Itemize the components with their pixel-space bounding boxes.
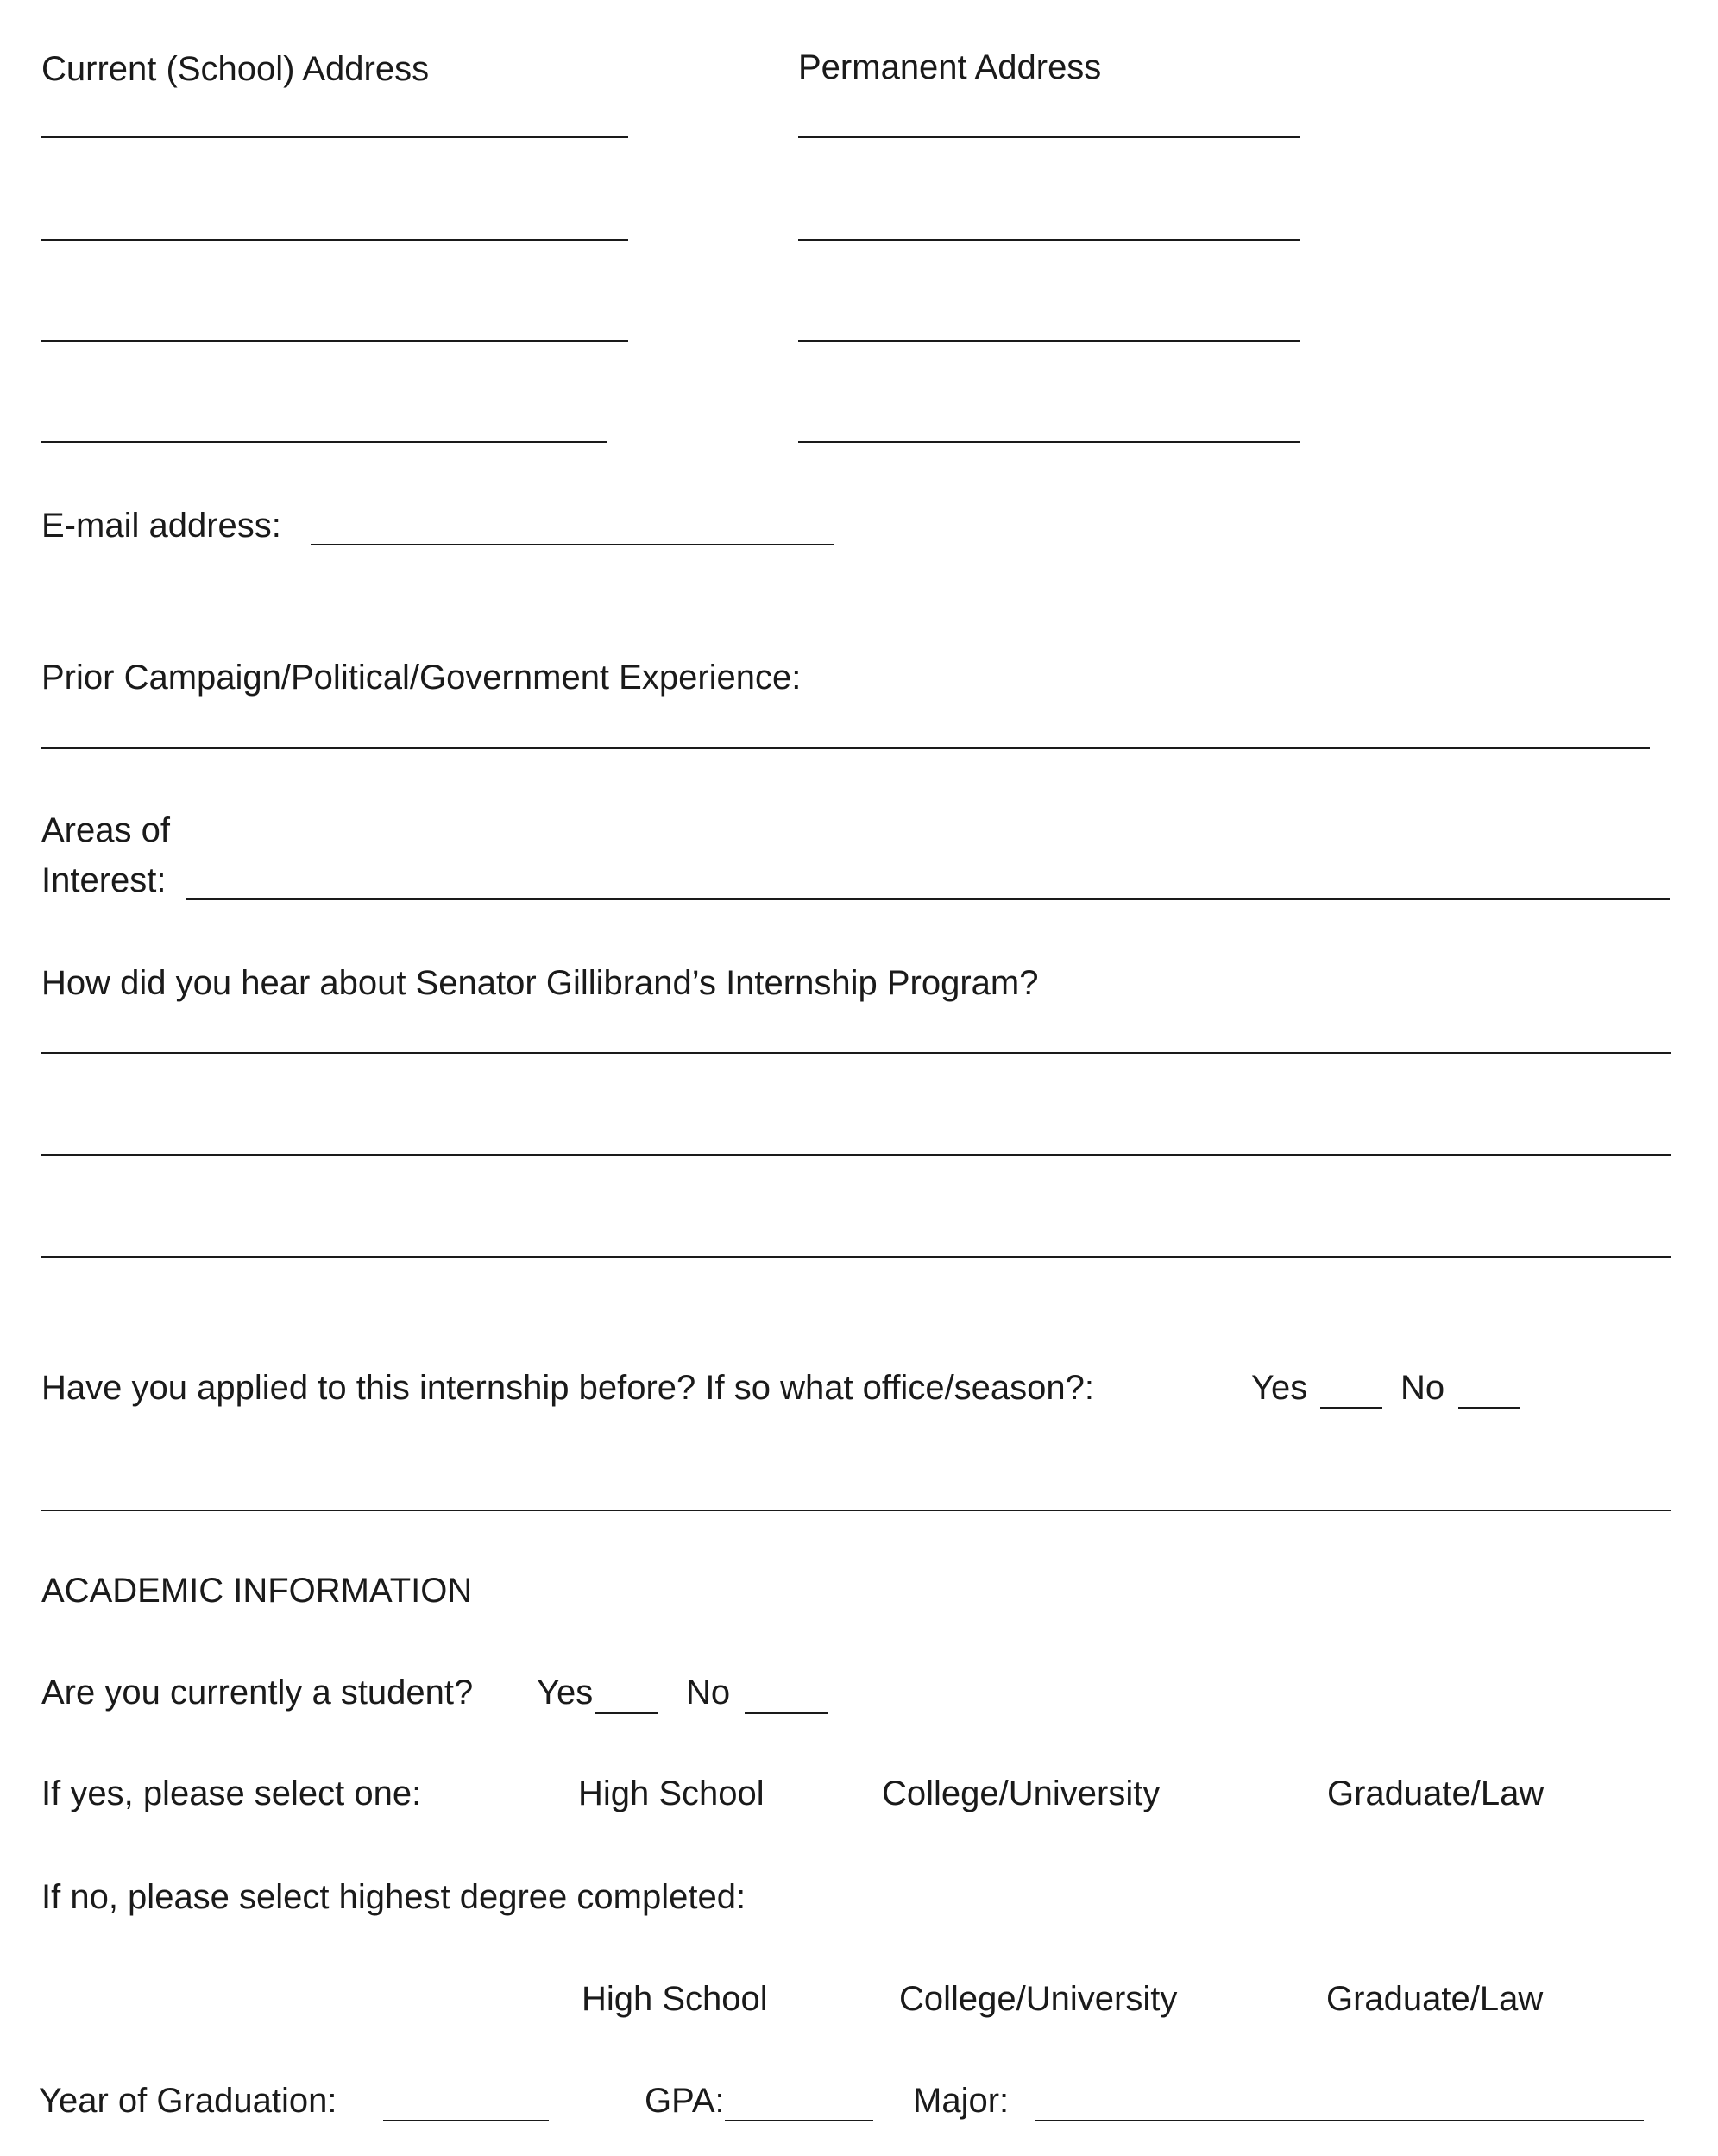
interests-label-line2: Interest: — [41, 861, 167, 899]
current-address-line-3[interactable] — [41, 340, 628, 342]
experience-field[interactable] — [41, 747, 1650, 749]
current-address-line-1[interactable] — [41, 136, 628, 138]
permanent-address-line-3[interactable] — [798, 340, 1300, 342]
if-yes-option-college[interactable]: College/University — [882, 1775, 1161, 1812]
prior-application-yes-blank[interactable] — [1320, 1407, 1382, 1409]
if-yes-label: If yes, please select one: — [41, 1775, 422, 1812]
permanent-address-line-1[interactable] — [798, 136, 1300, 138]
current-address-line-2[interactable] — [41, 239, 628, 241]
if-no-label: If no, please select highest degree completed: — [41, 1878, 746, 1916]
if-no-option-high-school[interactable]: High School — [582, 1980, 768, 2018]
student-no-label: No — [686, 1674, 731, 1712]
permanent-address-line-2[interactable] — [798, 239, 1300, 241]
major-label: Major: — [913, 2082, 1010, 2120]
email-label: E-mail address: — [41, 507, 281, 545]
if-no-option-college[interactable]: College/University — [899, 1980, 1178, 2018]
referral-line-2[interactable] — [41, 1154, 1671, 1156]
student-question: Are you currently a student? — [41, 1674, 474, 1712]
student-yes-blank[interactable] — [595, 1712, 658, 1714]
if-yes-option-high-school[interactable]: High School — [578, 1775, 765, 1812]
interests-label-line1: Areas of — [41, 811, 170, 849]
prior-application-details-field[interactable] — [41, 1510, 1671, 1511]
if-yes-option-graduate[interactable]: Graduate/Law — [1327, 1775, 1545, 1812]
experience-label: Prior Campaign/Political/Government Experience: — [41, 659, 802, 697]
prior-application-yes-label: Yes — [1251, 1369, 1308, 1407]
email-field[interactable] — [311, 544, 834, 545]
permanent-address-line-4[interactable] — [798, 441, 1300, 443]
student-no-blank[interactable] — [745, 1712, 828, 1714]
gpa-field[interactable] — [725, 2120, 873, 2121]
permanent-address-label: Permanent Address — [798, 48, 1102, 86]
student-yes-label: Yes — [537, 1674, 594, 1712]
referral-label: How did you hear about Senator Gillibrand’s Internship Program? — [41, 964, 1039, 1002]
referral-line-3[interactable] — [41, 1256, 1671, 1258]
graduation-year-label: Year of Graduation: — [39, 2082, 337, 2120]
referral-line-1[interactable] — [41, 1052, 1671, 1054]
prior-application-no-blank[interactable] — [1458, 1407, 1520, 1409]
current-address-line-4[interactable] — [41, 441, 607, 443]
academic-heading: ACADEMIC INFORMATION — [41, 1572, 473, 1610]
major-field[interactable] — [1035, 2120, 1644, 2121]
prior-application-no-label: No — [1400, 1369, 1445, 1407]
if-no-option-graduate[interactable]: Graduate/Law — [1326, 1980, 1544, 2018]
current-address-label: Current (School) Address — [41, 50, 430, 88]
prior-application-question: Have you applied to this internship before? If so what office/season?: — [41, 1369, 1095, 1407]
gpa-label: GPA: — [645, 2082, 725, 2120]
graduation-year-field[interactable] — [383, 2120, 549, 2121]
interests-field[interactable] — [186, 898, 1670, 900]
